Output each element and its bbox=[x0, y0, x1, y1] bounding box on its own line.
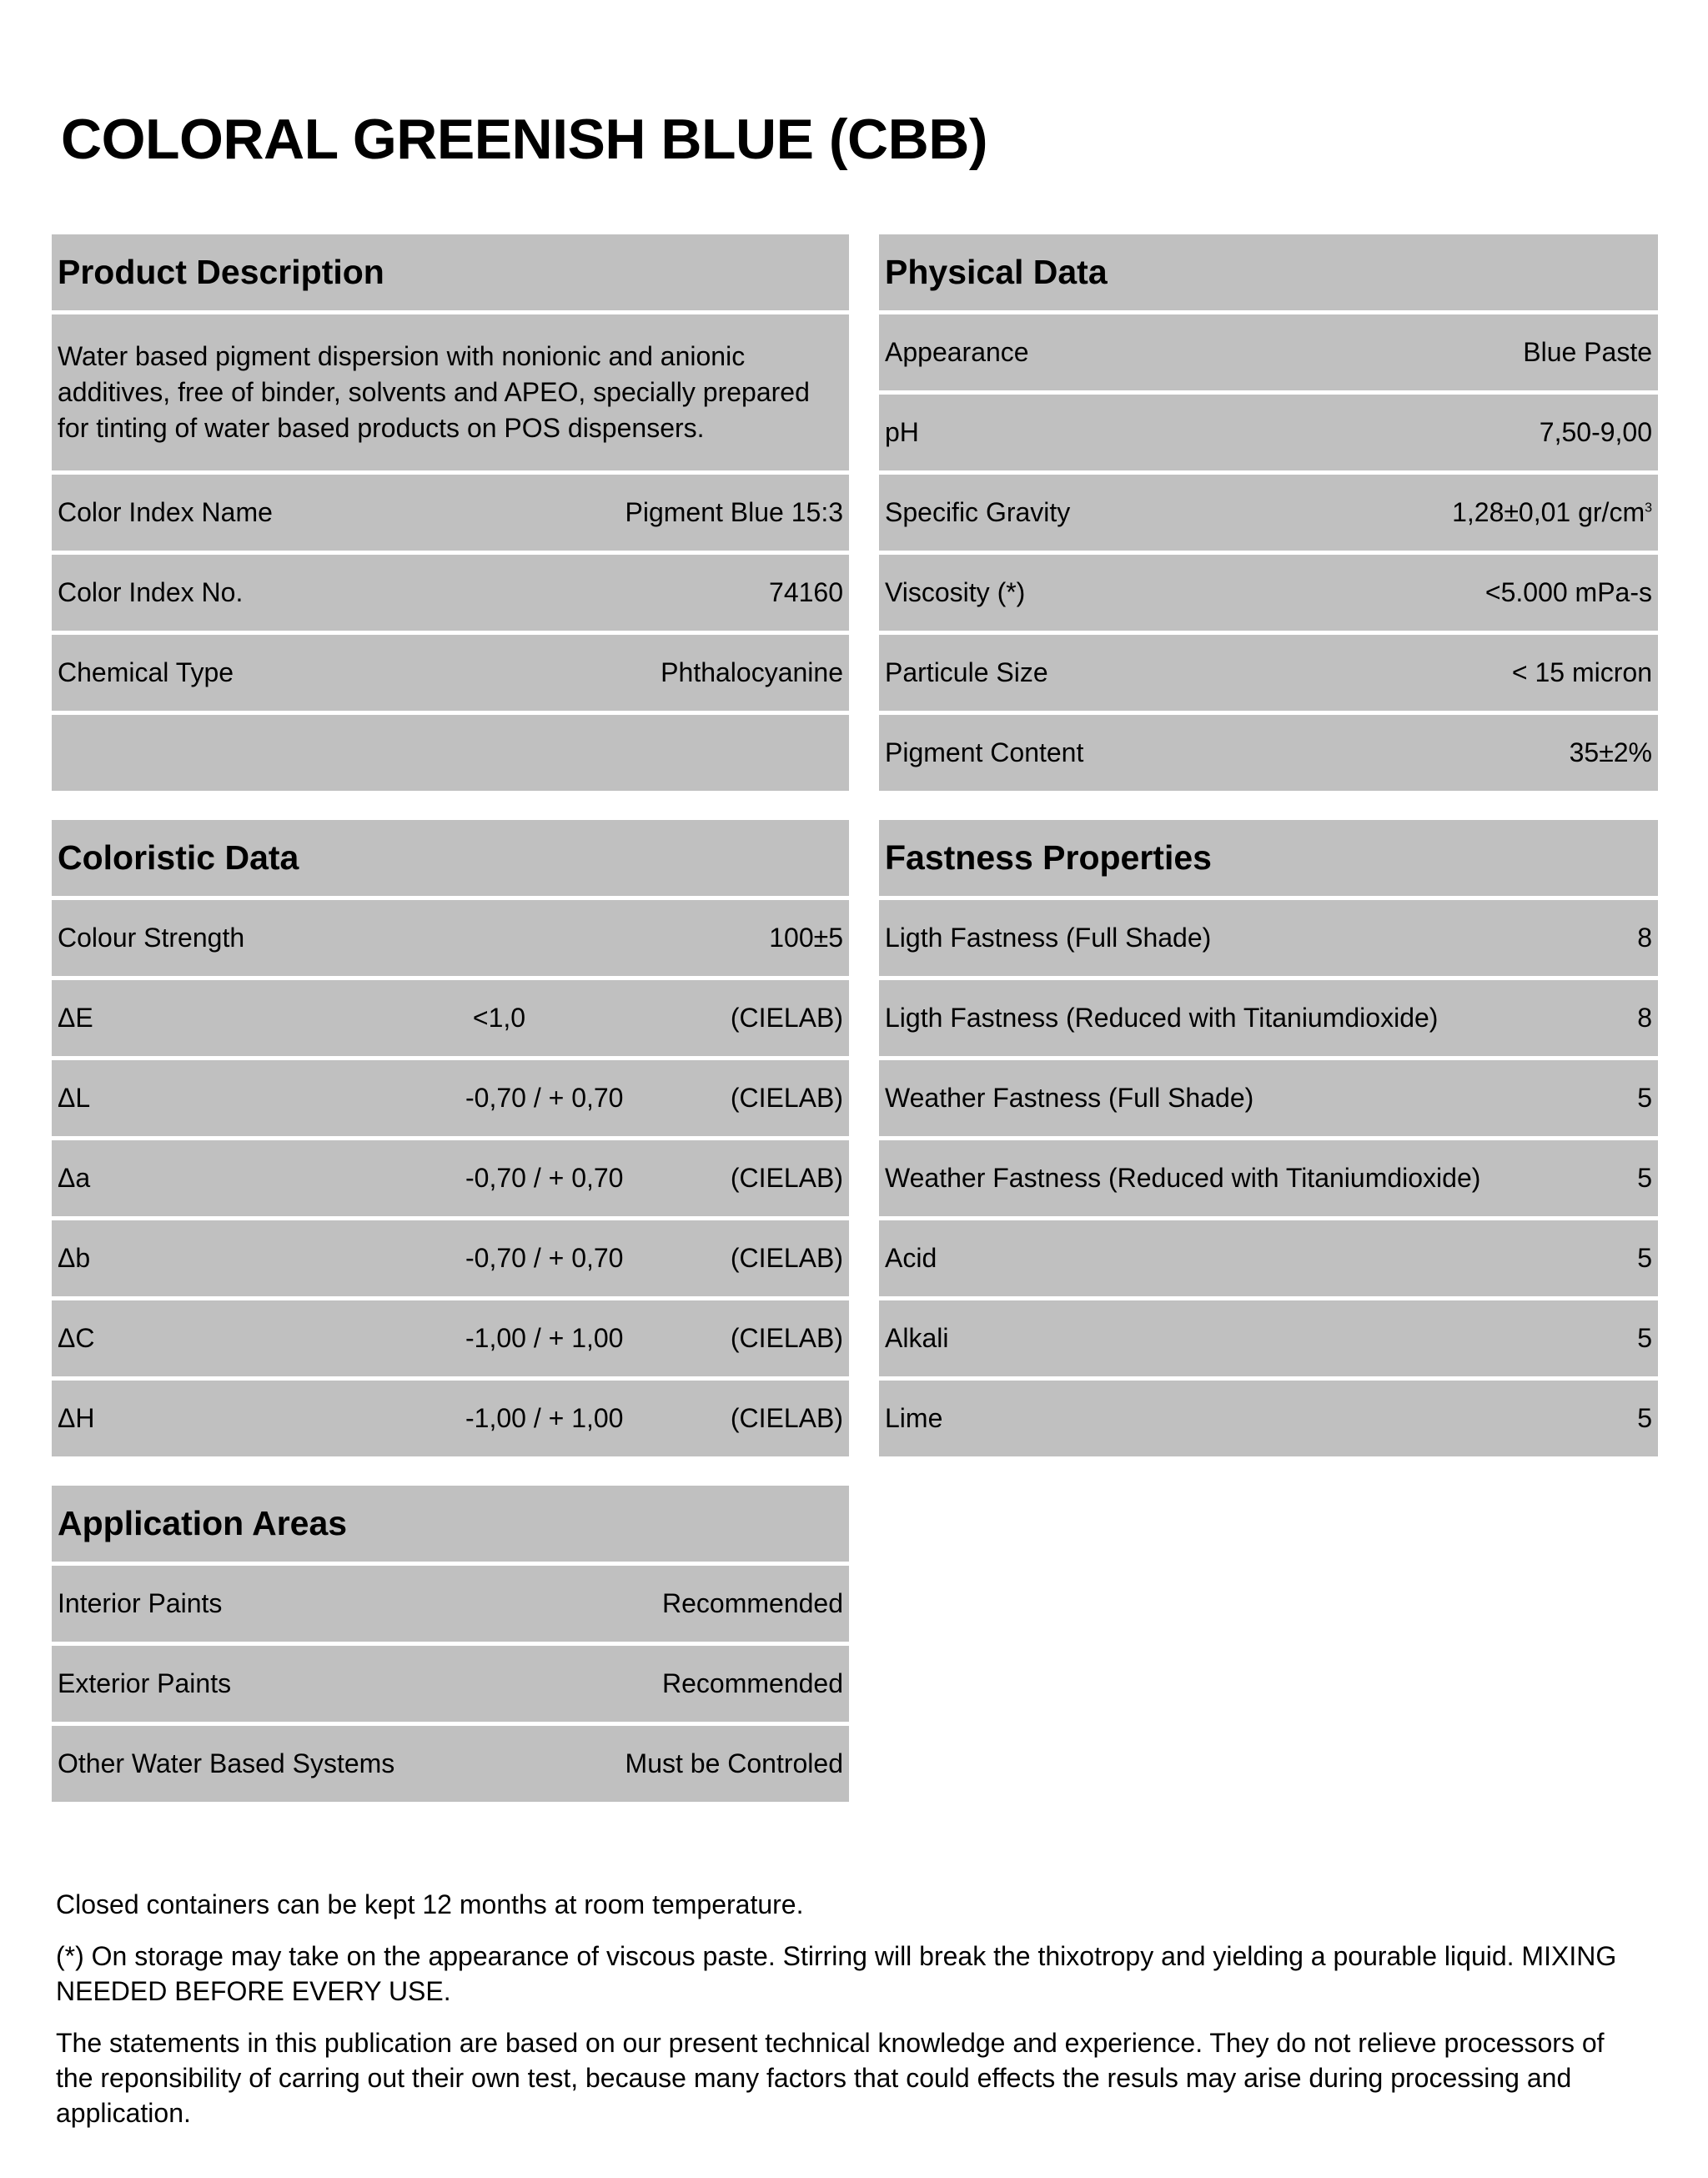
table-row bbox=[879, 1300, 1658, 1376]
table-row bbox=[52, 1300, 849, 1376]
row-value: 1,28±0,01 gr/cm bbox=[1452, 497, 1645, 527]
disclaimer: The statements in this publication are based on our present technical knowledge and experience. They do not relieve processors of the reponsibility of carring out their own test, because many factors that could effects the resuls may arise during processing and application. bbox=[56, 2028, 1605, 2128]
table-row bbox=[52, 1566, 849, 1642]
row-label: pH bbox=[885, 417, 919, 447]
row-value: 5 bbox=[1637, 1403, 1652, 1433]
table-row bbox=[879, 1140, 1658, 1216]
row-value: <5.000 mPa-s bbox=[1484, 577, 1652, 607]
storage-note: Closed containers can be kept 12 months at room temperature. bbox=[56, 1889, 804, 1919]
row-value: 5 bbox=[1637, 1323, 1652, 1353]
table-row bbox=[879, 555, 1658, 631]
viscosity-note: (*) On storage may take on the appearance of viscous paste. Stirring will break the thixotropy and yielding a pourable liquid. MIXING NEEDED BEFORE EVERY USE. bbox=[56, 1941, 1617, 2006]
row-value: 5 bbox=[1637, 1243, 1652, 1273]
row-label: Weather Fastness (Reduced with Titaniumdioxide) bbox=[885, 1163, 1481, 1193]
table-row bbox=[52, 1726, 849, 1802]
table-row bbox=[879, 900, 1658, 976]
row-label: Pigment Content bbox=[885, 737, 1084, 767]
row-label: Viscosity (*) bbox=[885, 577, 1026, 607]
table-row bbox=[879, 314, 1658, 390]
row-value: Must be Controled bbox=[625, 1748, 843, 1778]
row-range: -0,70 / + 0,70 bbox=[465, 1083, 624, 1113]
row-value: 8 bbox=[1637, 1003, 1652, 1033]
row-value: < 15 micron bbox=[1511, 657, 1652, 687]
row-value: 8 bbox=[1637, 923, 1652, 953]
table-row bbox=[52, 1646, 849, 1722]
row-label: Specific Gravity bbox=[885, 497, 1071, 527]
row-unit: (CIELAB) bbox=[730, 1243, 843, 1273]
row-value: 5 bbox=[1637, 1163, 1652, 1193]
row-range: -1,00 / + 1,00 bbox=[465, 1323, 624, 1353]
table-row bbox=[52, 555, 849, 631]
table-row bbox=[879, 715, 1658, 791]
description-text: Water based pigment dispersion with nonionic and anionic additives, free of binder, solvents and APEO, specially prepared for tinting of water based products on POS dispensers. bbox=[58, 341, 810, 443]
row-label: Δa bbox=[58, 1163, 91, 1193]
superscript: 3 bbox=[1645, 500, 1652, 516]
row-label: Color Index No. bbox=[58, 577, 244, 607]
description-row bbox=[52, 314, 849, 470]
table-row-empty bbox=[52, 715, 849, 791]
table-row bbox=[52, 1060, 849, 1136]
row-value: Phthalocyanine bbox=[661, 657, 843, 687]
section-heading: Physical Data bbox=[885, 253, 1108, 291]
row-label: Interior Paints bbox=[58, 1588, 223, 1618]
row-label: Ligth Fastness (Reduced with Titaniumdioxide) bbox=[885, 1003, 1439, 1033]
section-header bbox=[52, 234, 849, 310]
row-label: Appearance bbox=[885, 337, 1029, 367]
row-unit: (CIELAB) bbox=[730, 1323, 843, 1353]
coloristic-data-table bbox=[52, 820, 849, 1461]
table-row bbox=[52, 1140, 849, 1216]
application-areas-table bbox=[52, 1486, 849, 1806]
row-range: -1,00 / + 1,00 bbox=[465, 1403, 624, 1433]
section-header bbox=[879, 820, 1658, 896]
fastness-properties-table bbox=[879, 820, 1658, 1461]
section-header bbox=[52, 820, 849, 896]
table-row bbox=[879, 395, 1658, 470]
row-label: Weather Fastness (Full Shade) bbox=[885, 1083, 1254, 1113]
row-unit: (CIELAB) bbox=[730, 1403, 843, 1433]
row-value: Pigment Blue 15:3 bbox=[625, 497, 843, 527]
table-row bbox=[879, 1220, 1658, 1296]
row-label: ΔE bbox=[58, 1003, 93, 1033]
section-heading: Product Description bbox=[58, 253, 384, 291]
row-value: 74160 bbox=[769, 577, 843, 607]
row-value: 100±5 bbox=[769, 923, 843, 953]
row-label: Alkali bbox=[885, 1323, 949, 1353]
row-label: Δb bbox=[58, 1243, 91, 1273]
row-unit: (CIELAB) bbox=[730, 1163, 843, 1193]
product-description-table bbox=[52, 234, 849, 795]
row-label: Chemical Type bbox=[58, 657, 234, 687]
row-label: Color Index Name bbox=[58, 497, 273, 527]
row-label: Lime bbox=[885, 1403, 943, 1433]
table-row bbox=[879, 980, 1658, 1056]
table-row bbox=[879, 475, 1658, 551]
table-row bbox=[52, 635, 849, 711]
row-value-wrap bbox=[1452, 497, 1652, 528]
row-value: 35±2% bbox=[1569, 737, 1652, 767]
row-label: ΔC bbox=[58, 1323, 95, 1353]
row-unit: (CIELAB) bbox=[730, 1003, 843, 1033]
row-label: ΔH bbox=[58, 1403, 95, 1433]
row-label: Exterior Paints bbox=[58, 1668, 232, 1698]
page-title: COLORAL GREENISH BLUE (CBB) bbox=[61, 108, 988, 171]
row-value: Recommended bbox=[662, 1588, 843, 1618]
table-row bbox=[879, 1381, 1658, 1456]
footer-notes bbox=[56, 1887, 1640, 2147]
row-value: Recommended bbox=[662, 1668, 843, 1698]
row-label: Particule Size bbox=[885, 657, 1048, 687]
table-row bbox=[52, 900, 849, 976]
row-label: Ligth Fastness (Full Shade) bbox=[885, 923, 1212, 953]
section-heading: Application Areas bbox=[58, 1504, 348, 1542]
row-label: ΔL bbox=[58, 1083, 91, 1113]
section-heading: Coloristic Data bbox=[58, 838, 299, 877]
section-heading: Fastness Properties bbox=[885, 838, 1212, 877]
row-value: 7,50-9,00 bbox=[1539, 417, 1652, 447]
row-unit: (CIELAB) bbox=[730, 1083, 843, 1113]
row-range: -0,70 / + 0,70 bbox=[465, 1243, 624, 1273]
row-label: Acid bbox=[885, 1243, 937, 1273]
row-range: -0,70 / + 0,70 bbox=[465, 1163, 624, 1193]
table-row bbox=[52, 1220, 849, 1296]
table-row bbox=[52, 1381, 849, 1456]
row-label: Colour Strength bbox=[58, 923, 245, 953]
row-value: Blue Paste bbox=[1523, 337, 1652, 367]
table-row bbox=[52, 475, 849, 551]
section-header bbox=[52, 1486, 849, 1562]
physical-data-table bbox=[879, 234, 1658, 795]
row-value: 5 bbox=[1637, 1083, 1652, 1113]
row-range: <1,0 bbox=[465, 1003, 526, 1033]
section-header bbox=[879, 234, 1658, 310]
row-label: Other Water Based Systems bbox=[58, 1748, 395, 1778]
table-row bbox=[879, 1060, 1658, 1136]
table-row bbox=[879, 635, 1658, 711]
table-row bbox=[52, 980, 849, 1056]
